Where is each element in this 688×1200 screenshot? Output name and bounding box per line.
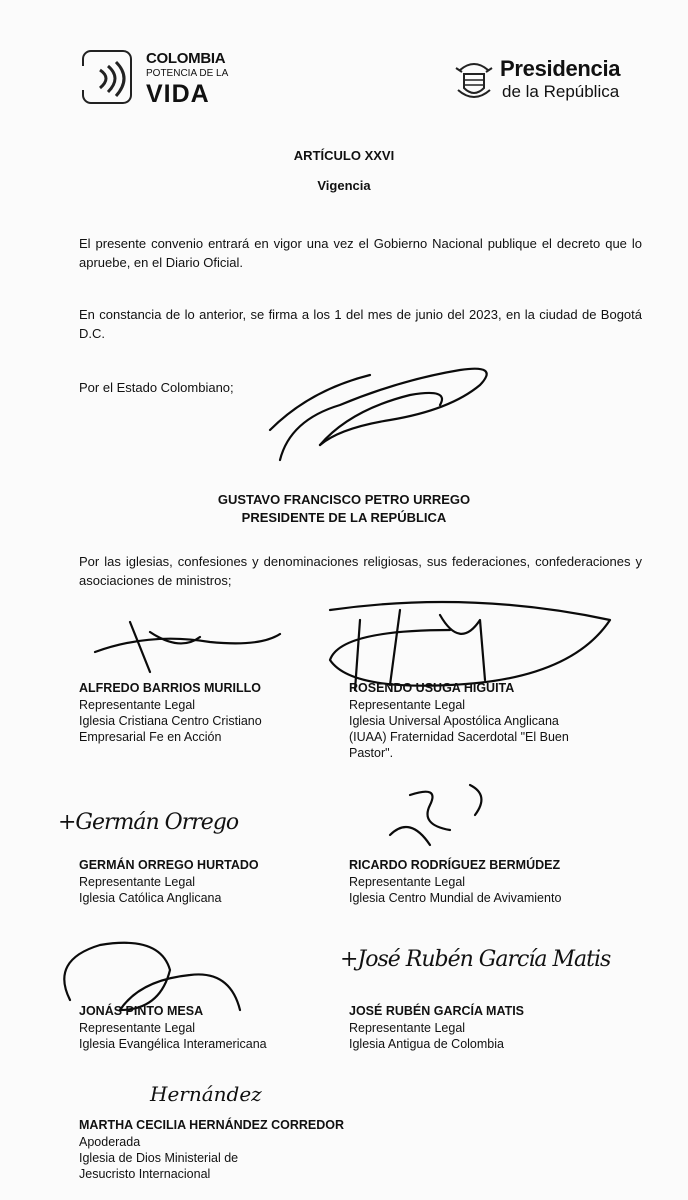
presidencia-logo bbox=[452, 56, 652, 106]
paragraph-vigencia: El presente convenio entrará en vigor una vez el Gobierno Nacional publique el decreto que lo apruebe, en el Diario Oficial. bbox=[79, 236, 642, 270]
signatory-org-alfredo-1: Iglesia Cristiana Centro Cristiano bbox=[79, 714, 262, 728]
president-signature bbox=[250, 350, 510, 470]
signatory-org-ricardo-1: Iglesia Centro Mundial de Avivamiento bbox=[349, 891, 562, 905]
logo-line-republica: de la República bbox=[502, 82, 620, 101]
signatory-role-ricardo: Representante Legal bbox=[349, 875, 466, 889]
logo-line-presidencia: Presidencia bbox=[500, 56, 621, 81]
signatory-org-martha-2: Jesucristo Internacional bbox=[79, 1167, 211, 1181]
signatory-org-german-1: Iglesia Católica Anglicana bbox=[79, 891, 222, 905]
signatory-org-jose-1: Iglesia Antigua de Colombia bbox=[349, 1037, 504, 1051]
signature-alfredo bbox=[90, 612, 290, 682]
signatory-name-martha: MARTHA CECILIA HERNÁNDEZ CORREDOR bbox=[79, 1118, 345, 1132]
signatory-org-rosendo-1: Iglesia Universal Apostólica Anglicana bbox=[349, 714, 559, 728]
signatory-org-rosendo-2: (IUAA) Fraternidad Sacerdotal "El Buen bbox=[349, 730, 569, 744]
article-title: Vigencia bbox=[317, 178, 371, 193]
signatory-org-jonas-1: Iglesia Evangélica Interamericana bbox=[79, 1037, 267, 1051]
logo-line-potencia: POTENCIA DE LA bbox=[146, 68, 229, 79]
signatory-role-jonas: Representante Legal bbox=[79, 1021, 196, 1035]
paragraph-estado: Por el Estado Colombiano; bbox=[79, 380, 234, 395]
article-number: ARTÍCULO XXVI bbox=[293, 148, 395, 163]
signatory-role-rosendo: Representante Legal bbox=[349, 698, 466, 712]
colombia-wave-icon bbox=[80, 48, 142, 108]
signature-martha: Hernández bbox=[150, 1082, 262, 1106]
logo-line-vida: VIDA bbox=[146, 80, 210, 108]
paragraph-constancia: En constancia de lo anterior, se firma a los 1 del mes de junio del 2023, en la ciudad de Bogotá D.C. bbox=[79, 307, 642, 341]
signature-ricardo bbox=[350, 775, 490, 855]
signatory-name-jonas: JONÁS PINTO MESA bbox=[79, 1004, 204, 1018]
signatory-role-martha: Apoderada bbox=[79, 1135, 141, 1149]
signatory-name-rosendo: ROSENDO USUGA HIGUITA bbox=[349, 681, 515, 695]
churches-intro: Por las iglesias, confesiones y denominaciones religiosas, sus federaciones, confederaciones y asociaciones de ministros; bbox=[79, 554, 642, 588]
colombia-potencia-logo bbox=[80, 44, 240, 110]
coat-of-arms-icon bbox=[452, 56, 496, 104]
president-title: PRESIDENTE DE LA REPÚBLICA bbox=[241, 510, 447, 525]
signatory-name-jose: JOSÉ RUBÉN GARCÍA MATIS bbox=[349, 1004, 525, 1018]
signature-german: +Germán Orrego bbox=[58, 810, 239, 835]
signatory-org-rosendo-3: Pastor". bbox=[349, 746, 394, 760]
logo-line-colombia: COLOMBIA bbox=[146, 50, 226, 67]
signatory-role-german: Representante Legal bbox=[79, 875, 196, 889]
signatory-name-german: GERMÁN ORREGO HURTADO bbox=[79, 858, 259, 872]
president-name: GUSTAVO FRANCISCO PETRO URREGO bbox=[217, 492, 471, 507]
signatory-role-alfredo: Representante Legal bbox=[79, 698, 196, 712]
signature-jose: +José Rubén García Matis bbox=[340, 947, 611, 972]
signatory-role-jose: Representante Legal bbox=[349, 1021, 466, 1035]
signatory-org-martha-1: Iglesia de Dios Ministerial de bbox=[79, 1151, 239, 1165]
signatory-org-alfredo-2: Empresarial Fe en Acción bbox=[79, 730, 222, 744]
signatory-name-ricardo: RICARDO RODRÍGUEZ BERMÚDEZ bbox=[349, 858, 561, 872]
signatory-name-alfredo: ALFREDO BARRIOS MURILLO bbox=[79, 681, 261, 695]
